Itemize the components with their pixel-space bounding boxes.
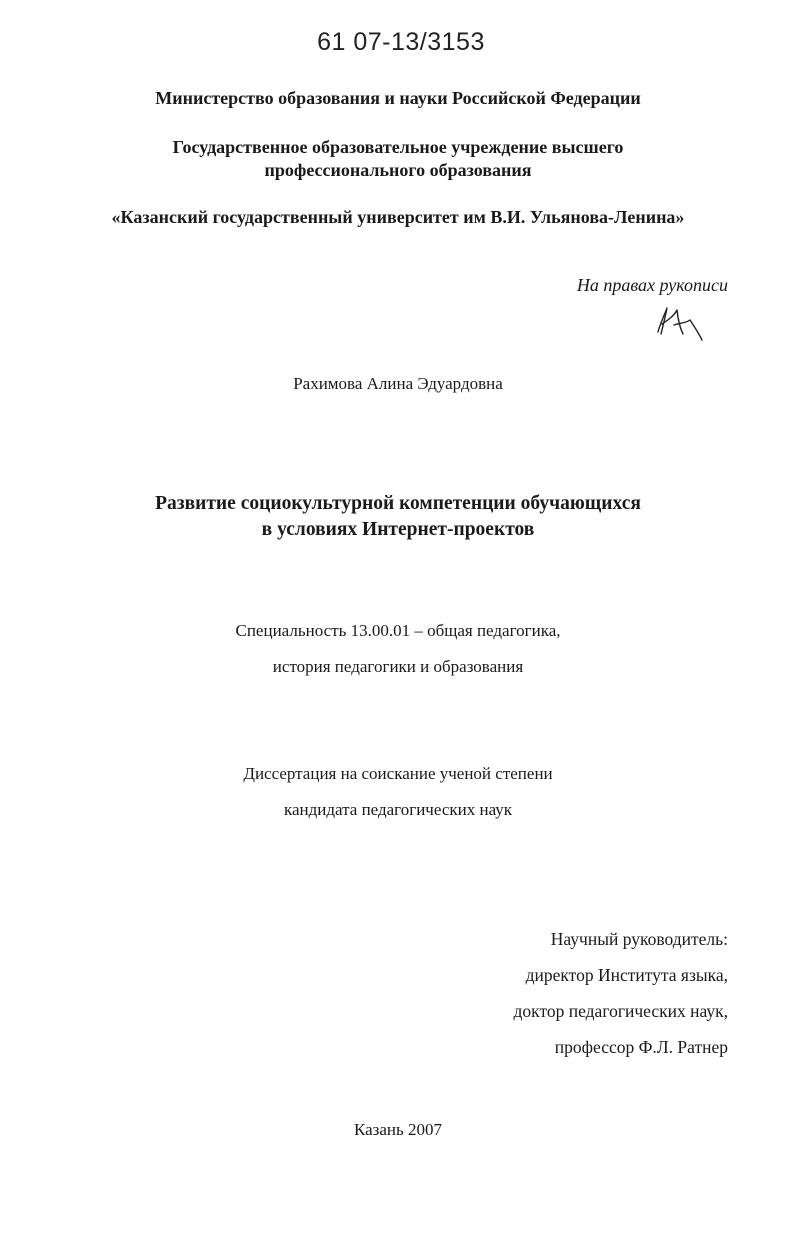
university-line: «Казанский государственный университет им В.И. Ульянова-Ленина» xyxy=(111,207,685,227)
supervisor-name: профессор Ф.Л. Ратнер xyxy=(554,1037,728,1057)
manuscript-note: На правах рукописи xyxy=(576,275,728,295)
supervisor-position: директор Института языка, xyxy=(525,965,728,985)
author-name: Рахимова Алина Эдуардовна xyxy=(293,374,503,393)
city-year: Казань 2007 xyxy=(353,1120,443,1139)
degree-line-1: Диссертация на соискание ученой степени xyxy=(243,764,553,783)
supervisor-degree: доктор педагогических наук, xyxy=(513,1001,728,1021)
archive-code: 61 07-13/3153 xyxy=(317,28,485,56)
title-line-1: Развитие социокультурной компетенции обучающихся xyxy=(155,493,641,514)
title-line-2: в условиях Интернет-проектов xyxy=(261,519,535,540)
supervisor-label: Научный руководитель: xyxy=(550,929,728,949)
degree-line-2: кандидата педагогических наук xyxy=(283,800,513,819)
specialty-line-1: Специальность 13.00.01 – общая педагогика, xyxy=(235,621,561,640)
ministry-line: Министерство образования и науки Российской Федерации xyxy=(155,88,641,108)
institution-line-1: Государственное образовательное учреждение высшего xyxy=(172,137,624,157)
specialty-line-2: история педагогики и образования xyxy=(272,657,524,676)
signature-icon xyxy=(650,298,710,346)
institution-line-2: профессионального образования xyxy=(264,160,532,180)
